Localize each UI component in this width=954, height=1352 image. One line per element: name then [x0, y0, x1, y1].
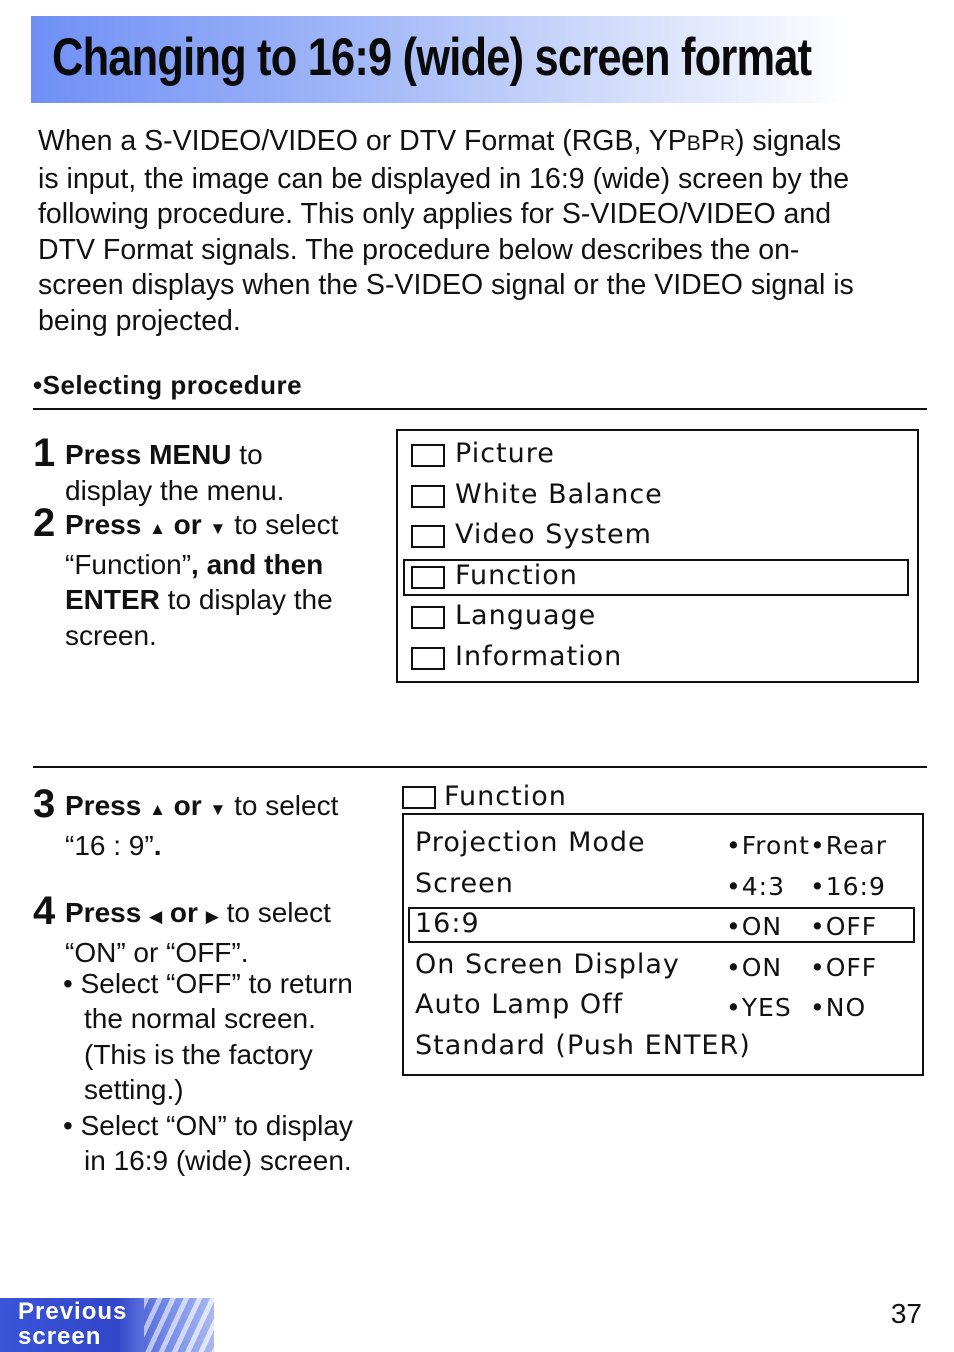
triangle-right-icon: ▶: [205, 907, 219, 926]
menu-item-checkbox: [411, 566, 445, 589]
option-16-9-2[interactable]: •OFF: [810, 912, 878, 941]
menu-item-checkbox: [411, 606, 445, 629]
step-3-text: Press ▲ or ▼ to select “16 : 9”.: [65, 790, 339, 861]
intro-line-5: screen displays when the S-VIDEO signal or the VIDEO signal is: [38, 269, 854, 301]
step-4-bullet-2-line-1: • Select “ON” to display: [63, 1110, 353, 1141]
page-title: Changing to 16:9 (wide) screen format: [52, 28, 812, 87]
menu-item-information[interactable]: Information: [455, 640, 623, 672]
section-rule-top: [33, 408, 927, 410]
option-screen-1[interactable]: •4:3: [726, 871, 785, 901]
intro-line-4: DTV Format signals. The procedure below describes the on-: [38, 233, 800, 266]
page-number: 37: [890, 1298, 922, 1329]
menu-item-video-system[interactable]: Video System: [455, 519, 652, 550]
function-header-checkbox: [402, 786, 436, 809]
menu-item-checkbox: [411, 485, 445, 508]
function-menu-header: Function: [444, 781, 567, 812]
function-row-screen[interactable]: Screen: [415, 867, 514, 899]
step-number-3: 3: [33, 782, 56, 826]
menu-item-checkbox: [411, 444, 445, 467]
step-4-text: Press ◀ or ▶ to select “ON” or “OFF”.: [65, 897, 331, 968]
option-on-screen-display-1[interactable]: •ON: [726, 952, 783, 982]
menu-item-checkbox: [411, 647, 445, 670]
previous-screen-label[interactable]: Previous screen: [18, 1298, 128, 1350]
menu-item-function[interactable]: Function: [455, 559, 578, 591]
option-auto-lamp-off-2[interactable]: •NO: [810, 993, 867, 1022]
function-row-on-screen-display[interactable]: On Screen Display: [415, 948, 680, 980]
option-projection-mode-1[interactable]: •Front: [726, 831, 810, 860]
intro-line-3: following procedure. This only applies for S-VIDEO/VIDEO and: [38, 198, 832, 230]
step-1-text: Press MENU to display the menu.: [65, 439, 285, 506]
menu-item-picture[interactable]: Picture: [455, 438, 555, 469]
step-4-bullet-2-line-2: in 16:9 (wide) screen.: [84, 1145, 352, 1176]
intro-line-6: being projected.: [38, 304, 241, 337]
function-row-standard-push-enter[interactable]: Standard (Push ENTER): [415, 1029, 751, 1061]
intro-line-2: is input, the image can be displayed in 16:9 (wide) screen by the: [38, 162, 850, 195]
step-4-bullet-1-line-3: (This is the factory: [84, 1039, 313, 1070]
function-row-16-9[interactable]: 16:9: [415, 908, 480, 939]
button-stripes: [144, 1298, 214, 1352]
step-4-bullet-1-line-4: setting.): [84, 1074, 184, 1105]
menu-item-checkbox: [411, 525, 445, 548]
option-screen-2[interactable]: •16:9: [810, 871, 886, 901]
triangle-up-icon: ▲: [149, 519, 166, 538]
option-auto-lamp-off-1[interactable]: •YES: [726, 993, 792, 1022]
step-4-bullet-1-line-1: • Select “OFF” to return: [63, 968, 353, 999]
triangle-down-icon: ▼: [209, 800, 227, 819]
option-projection-mode-2[interactable]: •Rear: [810, 831, 887, 860]
function-row-auto-lamp-off[interactable]: Auto Lamp Off: [415, 989, 624, 1020]
menu-item-white-balance[interactable]: White Balance: [455, 478, 663, 510]
step-2-text: Press ▲ or ▼ to select “Function”, and then ENTER to display the screen.: [65, 509, 339, 651]
triangle-down-icon: ▼: [209, 519, 227, 538]
step-number-1: 1: [33, 431, 56, 475]
option-on-screen-display-2[interactable]: •OFF: [810, 952, 878, 982]
step-4-bullet-1-line-2: the normal screen.: [84, 1003, 316, 1034]
triangle-left-icon: ◀: [149, 907, 163, 926]
intro-line-1: When a S-VIDEO/VIDEO or DTV Format (RGB, YPBPR) signals: [38, 125, 842, 157]
menu-item-language[interactable]: Language: [455, 600, 597, 631]
function-row-projection-mode[interactable]: Projection Mode: [415, 827, 646, 858]
step-number-2: 2: [33, 501, 56, 545]
section-heading: •Selecting procedure: [33, 370, 303, 400]
section-rule-middle: [33, 766, 927, 768]
option-16-9-1[interactable]: •ON: [726, 912, 783, 941]
triangle-up-icon: ▲: [149, 800, 166, 819]
intro-paragraph: [38, 124, 918, 339]
step-number-4: 4: [33, 889, 56, 933]
